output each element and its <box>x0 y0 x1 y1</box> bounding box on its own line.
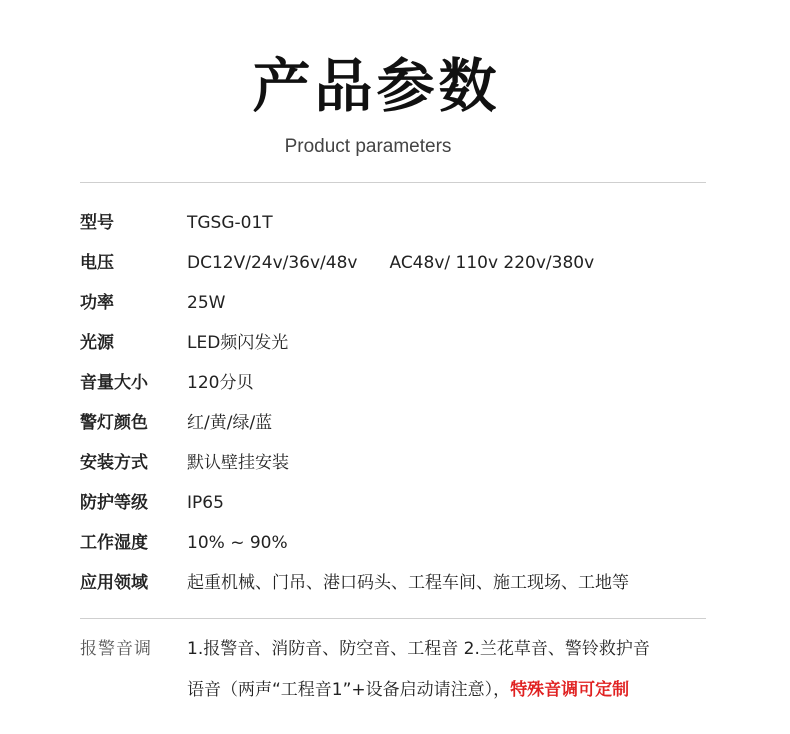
spec-value: 120分贝 <box>187 373 254 393</box>
custom-tone-highlight: 特殊音调可定制 <box>510 680 630 700</box>
spec-label: 防护等级 <box>80 493 148 513</box>
mid-divider <box>80 618 706 619</box>
spec-label: 工作湿度 <box>80 533 148 553</box>
page-subtitle: Product parameters <box>284 136 452 157</box>
alarm-sounds-line1: 1.报警音、消防音、防空音、工程音 2.兰花草音、警铃救护音 <box>187 639 650 659</box>
spec-value <box>187 250 594 276</box>
spec-label: 应用领域 <box>80 573 148 593</box>
spec-label: 光源 <box>80 333 114 353</box>
spec-value: 红/黄/绿/蓝 <box>187 413 273 433</box>
alarm-sounds-label: 报警音调 <box>80 639 152 659</box>
spec-label: 警灯颜色 <box>80 413 148 433</box>
spec-value: IP65 <box>187 493 224 513</box>
spec-label: 电压 <box>80 253 114 273</box>
page-title: 产品参数 <box>252 52 501 120</box>
spec-value: 起重机械、门吊、港口码头、工程车间、施工现场、工地等 <box>187 573 629 593</box>
spec-label: 安装方式 <box>80 453 148 473</box>
spec-value-ac: AC48v/ 110v 220v/380v <box>389 253 595 273</box>
spec-value-dc: DC12V/24v/36v/48v <box>187 253 358 273</box>
spec-value: LED频闪发光 <box>187 333 289 353</box>
top-divider <box>80 182 706 183</box>
alarm-sounds-line2 <box>187 670 629 711</box>
spec-value: 10% ~ 90% <box>187 533 288 553</box>
spec-label: 音量大小 <box>80 373 148 393</box>
spec-value: 默认壁挂安装 <box>187 453 289 473</box>
spec-label: 功率 <box>80 293 114 313</box>
spec-value: 25W <box>187 293 226 313</box>
spec-value: TGSG-01T <box>187 213 273 233</box>
spec-label: 型号 <box>80 213 114 233</box>
alarm-sounds-text: 语音（两声“工程音1”+设备启动请注意）， <box>187 680 511 700</box>
